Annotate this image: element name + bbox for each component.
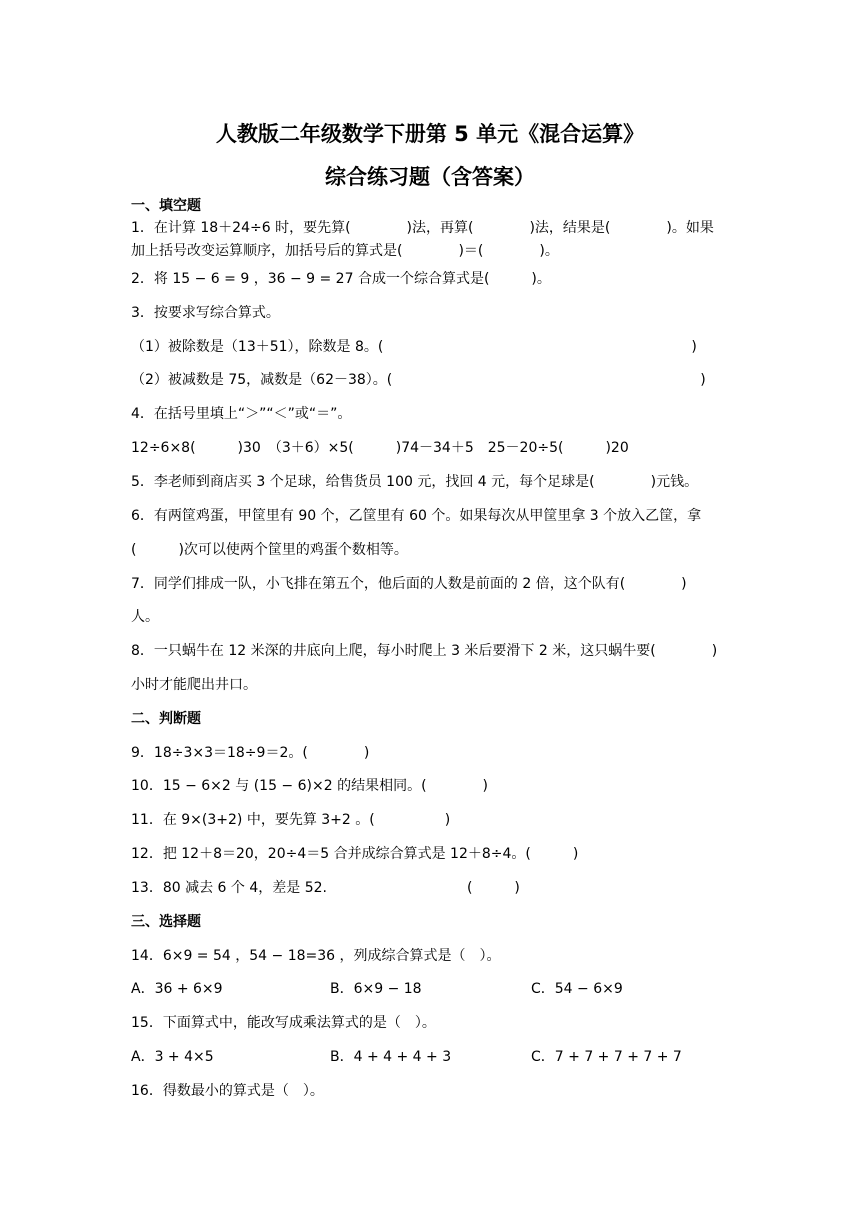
question-4: 4．在括号里填上“＞”“＜”或“＝”。 (131, 406, 352, 422)
question-15: 15．下面算式中，能改写成乘法算式的是（ ）。 (131, 1015, 436, 1031)
question-3: 3．按要求写综合算式。 (131, 305, 280, 321)
section-multiple-choice: 三、选择题 (131, 914, 201, 930)
question-3-part-1: （1）被除数是（13＋51），除数是 8。( ) (131, 339, 697, 355)
question-11: 11．在 9×(3+2) 中，要先算 3+2 。( ) (131, 812, 451, 828)
question-12: 12．把 12＋8＝20，20÷4＝5 合并成综合算式是 12＋8÷4。( ) (131, 846, 579, 862)
question-16: 16．得数最小的算式是（ ）。 (131, 1083, 324, 1099)
section-fill-blank: 一、填空题 (131, 198, 201, 214)
page-subtitle: 综合练习题（含答案） (325, 165, 535, 189)
question-9: 9．18÷3×3＝18÷9＝2。( ) (131, 745, 370, 761)
question-14: 14．6×9 = 54 ，54 − 18=36 ，列成综合算式是（ ）。 (131, 948, 501, 964)
question-1-line-2: 加上括号改变运算顺序，加括号后的算式是( )＝( )。 (131, 243, 559, 259)
question-4-items: 12÷6×8( )30 （3＋6）×5( )74－34＋5 25－20÷5( )20 (131, 440, 629, 456)
question-13: 13．80 减去 6 个 4，差是 52. ( ) (131, 880, 520, 896)
question-2: 2．将 15 − 6 = 9 ，36 − 9 = 27 合成一个综合算式是( )。 (131, 271, 551, 287)
question-1-line-1: 1．在计算 18＋24÷6 时，要先算( )法，再算( )法，结果是( )。如果 (131, 220, 714, 236)
question-7-line-1: 7．同学们排成一队，小飞排在第五个，他后面的人数是前面的 2 倍，这个队有( ) (131, 576, 687, 592)
question-15-option-c: C．7 + 7 + 7 + 7 + 7 (531, 1049, 682, 1065)
section-true-false: 二、判断题 (131, 711, 201, 727)
question-14-option-c: C．54 − 6×9 (531, 981, 623, 997)
question-6-line-2: ( )次可以使两个筐里的鸡蛋个数相等。 (131, 542, 408, 558)
question-8-line-1: 8．一只蜗牛在 12 米深的井底向上爬，每小时爬上 3 米后要滑下 2 米，这只蜗牛要( ) (131, 643, 718, 659)
question-15-option-a: A．3 + 4×5 (131, 1049, 214, 1065)
question-14-option-a: A．36 + 6×9 (131, 981, 223, 997)
question-7-line-2: 人。 (131, 609, 159, 625)
question-6-line-1: 6．有两筐鸡蛋，甲筐里有 90 个，乙筐里有 60 个。如果每次从甲筐里拿 3 个放入乙筐，拿 (131, 508, 702, 524)
question-8-line-2: 小时才能爬出井口。 (131, 677, 257, 693)
question-14-option-b: B．6×9 − 18 (330, 981, 422, 997)
question-10: 10．15 − 6×2 与 (15 − 6)×2 的结果相同。( ) (131, 778, 488, 794)
question-5: 5．李老师到商店买 3 个足球，给售货员 100 元，找回 4 元，每个足球是( )元钱。 (131, 474, 699, 490)
question-15-option-b: B．4 + 4 + 4 + 3 (330, 1049, 452, 1065)
page-title: 人教版二年级数学下册第 5 单元《混合运算》 (215, 122, 645, 146)
question-3-part-2: （2）被减数是 75，减数是（62－38）。( ) (131, 372, 706, 388)
